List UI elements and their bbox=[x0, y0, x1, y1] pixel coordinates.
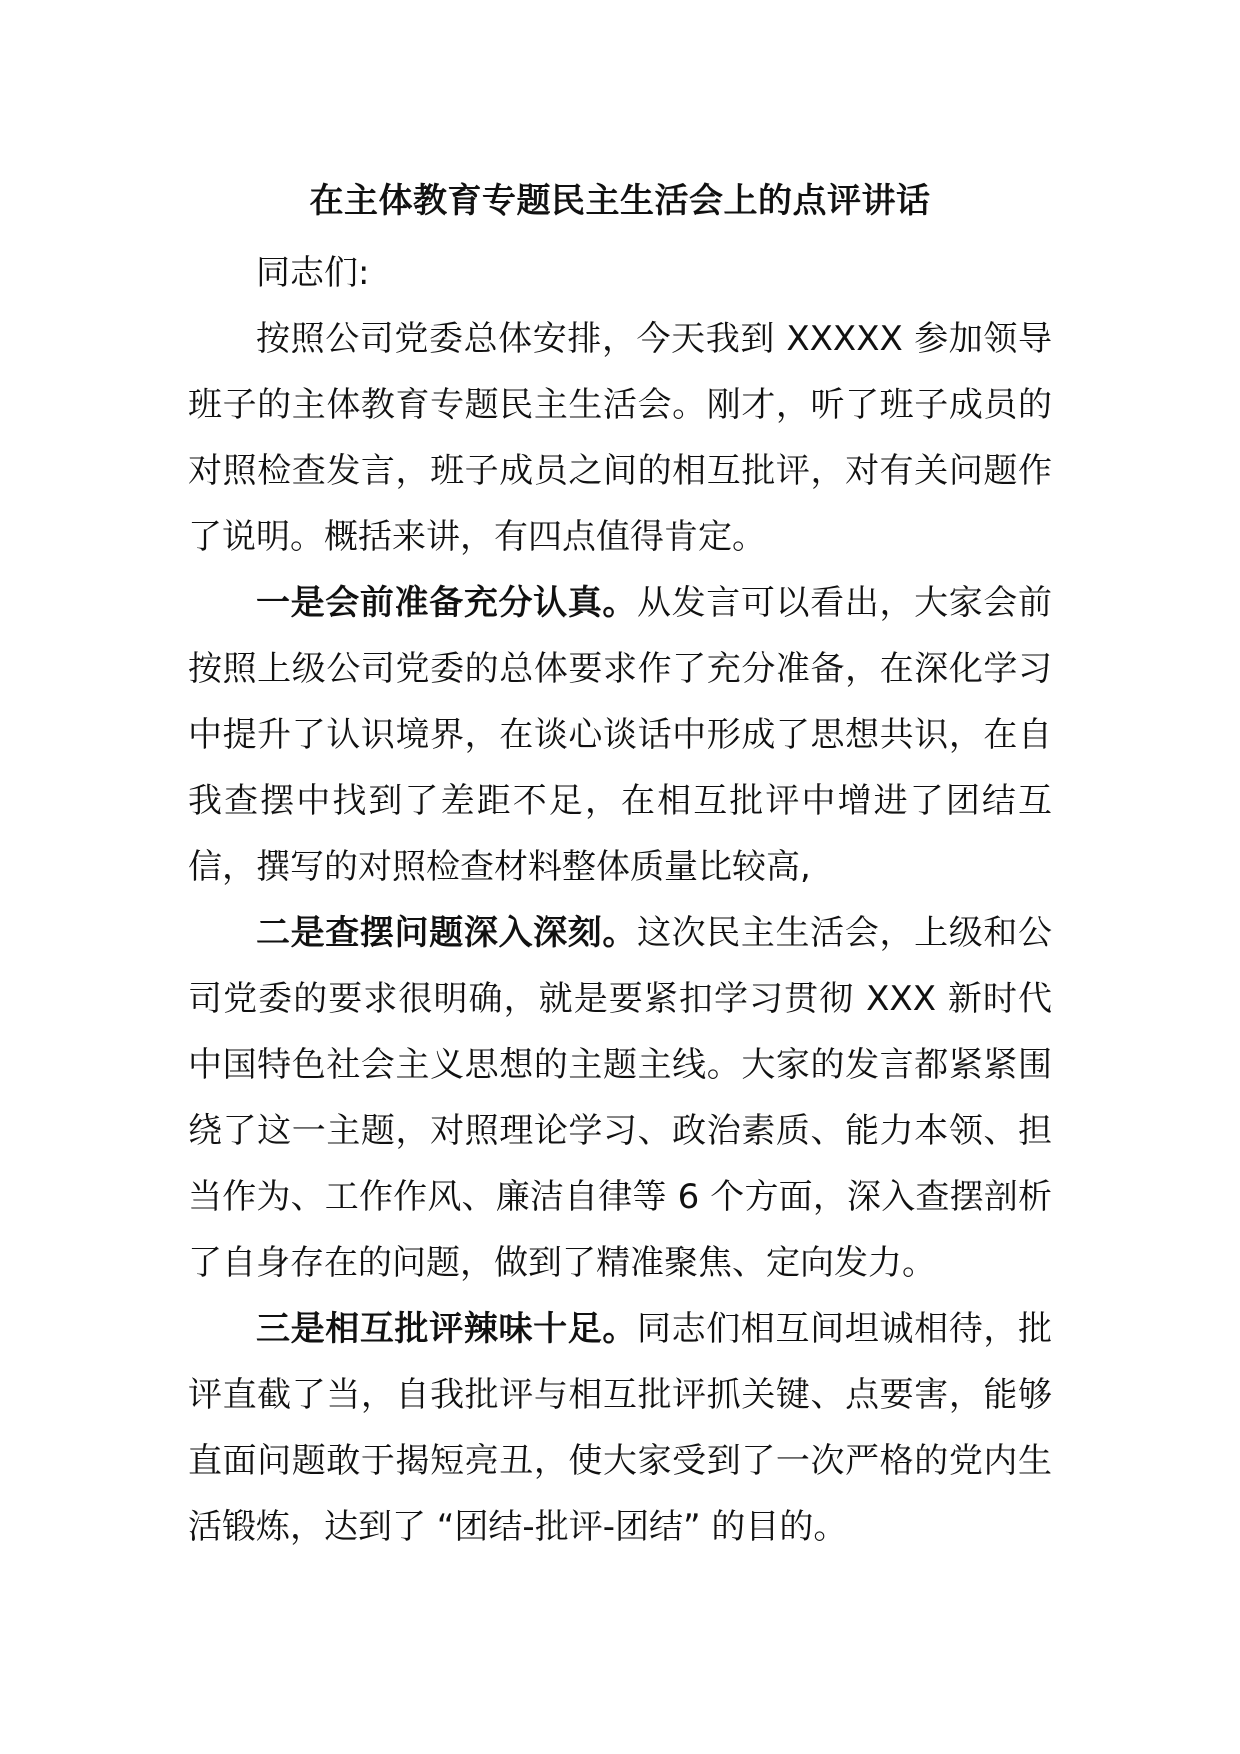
point-text-1: 从发言可以看出，大家会前按照上级公司党委的总体要求作了充分准备，在深化学习中提升了认识境界，在谈心谈话中形成了思想共识，在自我查摆中找到了差距不足，在相互批评中增进了团结互信，撰写的对照检查材料整体质量比较高, bbox=[188, 583, 1052, 887]
intro-paragraph: 按照公司党委总体安排，今天我到 XXXXX 参加领导班子的主体教育专题民主生活会。刚才，听了班子成员的对照检查发言，班子成员之间的相互批评，对有关问题作了说明。概括来讲，有四点值得肯定。 bbox=[188, 319, 1052, 557]
document-body bbox=[188, 240, 1052, 1560]
point-lead-1: 一是会前准备充分认真。 bbox=[256, 583, 637, 623]
point-paragraph-3 bbox=[188, 1296, 1052, 1560]
point-text-2: 这次民主生活会，上级和公司党委的要求很明确，就是要紧扣学习贯彻 XXX 新时代中国特色社会主义思想的主题主线。大家的发言都紧紧围绕了这一主题，对照理论学习、政治素质、能力本领、担当作为、工作作风、廉洁自律等 6 个方面，深入查摆剖析了自身存在的问题，做到了精准聚焦、定向发力。 bbox=[188, 913, 1052, 1283]
point-lead-3: 三是相互批评辣味十足。 bbox=[256, 1309, 637, 1349]
document-title: 在主体教育专题民主生活会上的点评讲话 bbox=[309, 181, 931, 221]
point-lead-2: 二是查摆问题深入深刻。 bbox=[256, 913, 637, 953]
point-text-3: 同志们相互间坦诚相待，批评直截了当，自我批评与相互批评抓关键、点要害，能够直面问题敢于揭短亮丑，使大家受到了一次严格的党内生活锻炼，达到了 “团结-批评-团结” 的目的。 bbox=[188, 1309, 1052, 1547]
salutation: 同志们: bbox=[256, 253, 370, 293]
point-paragraph-2 bbox=[188, 900, 1052, 1296]
point-paragraph-1 bbox=[188, 570, 1052, 900]
